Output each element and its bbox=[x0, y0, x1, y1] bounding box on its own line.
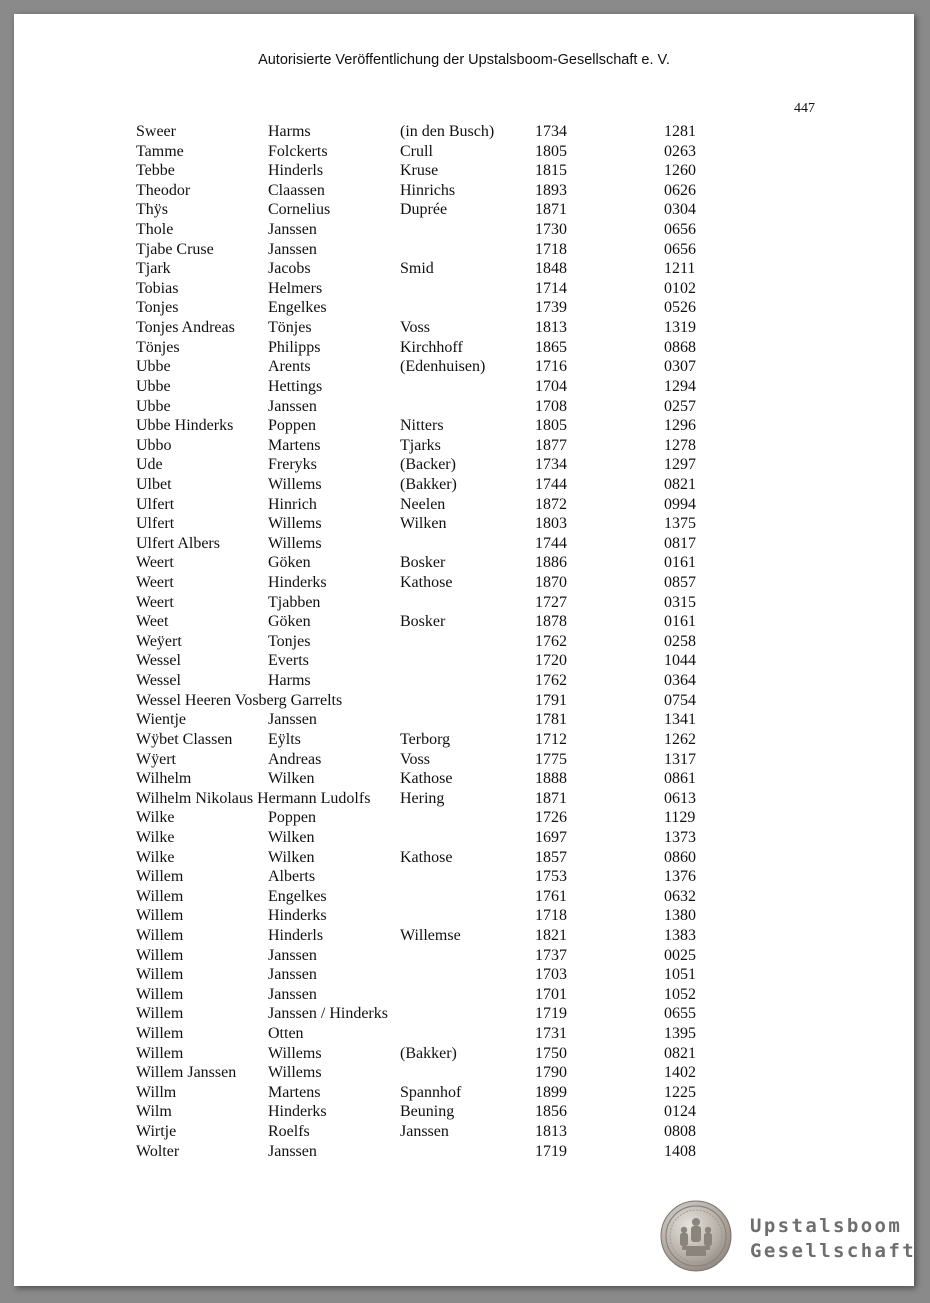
brand-line-2: Gesellschaft bbox=[750, 1240, 917, 1262]
cell-num: 0307 bbox=[664, 358, 696, 376]
cell-last: Harms bbox=[268, 672, 311, 690]
cell-first: Willem bbox=[136, 868, 184, 886]
list-row bbox=[136, 887, 756, 907]
cell-year: 1731 bbox=[535, 1025, 567, 1043]
list-row bbox=[136, 200, 756, 220]
name-list bbox=[136, 122, 756, 1161]
cell-extra: (Backer) bbox=[400, 456, 456, 474]
cell-num: 1044 bbox=[664, 652, 696, 670]
cell-last: Poppen bbox=[268, 417, 316, 435]
cell-num: 1281 bbox=[664, 123, 696, 140]
cell-num: 1294 bbox=[664, 377, 696, 395]
cell-first: Wilm bbox=[136, 1103, 172, 1121]
cell-year: 1719 bbox=[535, 1142, 567, 1160]
cell-last: Everts bbox=[268, 652, 309, 670]
cell-last: Eÿlts bbox=[268, 730, 301, 748]
cell-first: Willem bbox=[136, 1005, 184, 1023]
cell-first: Tjabe Cruse bbox=[136, 240, 214, 258]
cell-year: 1750 bbox=[535, 1044, 567, 1062]
cell-num: 0656 bbox=[664, 221, 696, 239]
cell-first: Wessel Heeren Vosberg Garrelts bbox=[136, 691, 343, 709]
cell-first: Wÿert bbox=[136, 750, 176, 768]
cell-year: 1857 bbox=[535, 848, 567, 866]
list-row bbox=[136, 828, 756, 848]
list-row bbox=[136, 436, 756, 456]
cell-num: 1296 bbox=[664, 417, 696, 435]
cell-year: 1734 bbox=[535, 123, 567, 140]
cell-num: 0263 bbox=[664, 142, 696, 160]
cell-first: Willem bbox=[136, 985, 184, 1003]
cell-last: Hinrich bbox=[268, 495, 317, 513]
list-row bbox=[136, 985, 756, 1005]
cell-num: 0626 bbox=[664, 181, 696, 199]
cell-last: Jacobs bbox=[268, 260, 311, 278]
cell-first: Willem bbox=[136, 966, 184, 984]
cell-year: 1805 bbox=[535, 417, 567, 435]
list-row bbox=[136, 750, 756, 770]
cell-extra: Smid bbox=[400, 260, 434, 278]
cell-extra: Crull bbox=[400, 142, 433, 160]
cell-first: Thÿs bbox=[136, 201, 168, 219]
cell-num: 1051 bbox=[664, 966, 696, 984]
cell-year: 1708 bbox=[535, 397, 567, 415]
cell-year: 1714 bbox=[535, 279, 567, 297]
cell-first: Willem bbox=[136, 1044, 184, 1062]
cell-last: Janssen bbox=[268, 221, 317, 239]
cell-first: Ubbe bbox=[136, 358, 171, 376]
list-row bbox=[136, 1004, 756, 1024]
cell-first: Tjark bbox=[136, 260, 171, 278]
cell-num: 0857 bbox=[664, 574, 696, 592]
cell-first: Sweer bbox=[136, 123, 176, 140]
cell-first: Weet bbox=[136, 613, 169, 631]
cell-last: Tonjes bbox=[268, 632, 311, 650]
cell-extra: (in den Busch) bbox=[400, 123, 495, 140]
list-row bbox=[136, 495, 756, 515]
cell-first: Willem bbox=[136, 926, 184, 944]
list-row bbox=[136, 906, 756, 926]
cell-year: 1762 bbox=[535, 672, 567, 690]
cell-last: Hinderls bbox=[268, 926, 324, 944]
cell-year: 1762 bbox=[535, 632, 567, 650]
cell-num: 1380 bbox=[664, 907, 696, 925]
list-row bbox=[136, 357, 756, 377]
cell-num: 1373 bbox=[664, 828, 696, 846]
cell-year: 1871 bbox=[535, 201, 567, 219]
list-row bbox=[136, 867, 756, 887]
cell-year: 1712 bbox=[535, 730, 567, 748]
cell-extra: Kathose bbox=[400, 574, 453, 592]
cell-num: 1341 bbox=[664, 711, 696, 729]
list-row bbox=[136, 769, 756, 789]
cell-last: Claassen bbox=[268, 181, 325, 199]
cell-extra: Janssen bbox=[400, 1123, 449, 1141]
cell-num: 0632 bbox=[664, 887, 696, 905]
list-row bbox=[136, 573, 756, 593]
cell-year: 1870 bbox=[535, 574, 567, 592]
list-row bbox=[136, 181, 756, 201]
cell-last: Janssen bbox=[268, 711, 317, 729]
cell-num: 1317 bbox=[664, 750, 696, 768]
cell-last: Martens bbox=[268, 436, 321, 454]
cell-first: Wilke bbox=[136, 809, 175, 827]
list-row bbox=[136, 848, 756, 868]
cell-num: 0817 bbox=[664, 534, 696, 552]
cell-year: 1727 bbox=[535, 593, 567, 611]
cell-year: 1726 bbox=[535, 809, 567, 827]
list-row bbox=[136, 298, 756, 318]
cell-num: 0754 bbox=[664, 691, 696, 709]
cell-last: Martens bbox=[268, 1083, 321, 1101]
cell-last: Folckerts bbox=[268, 142, 328, 160]
cell-first: Wÿbet Classen bbox=[136, 730, 233, 748]
cell-first: Thole bbox=[136, 221, 174, 239]
cell-last: Hettings bbox=[268, 377, 323, 395]
cell-num: 0315 bbox=[664, 593, 696, 611]
cell-first: Willem bbox=[136, 1025, 184, 1043]
cell-num: 1395 bbox=[664, 1025, 696, 1043]
cell-year: 1821 bbox=[535, 926, 567, 944]
cell-last: Andreas bbox=[268, 750, 322, 768]
cell-extra: Duprée bbox=[400, 201, 448, 219]
cell-year: 1790 bbox=[535, 1064, 567, 1082]
cell-last: Hinderks bbox=[268, 1103, 327, 1121]
cell-last: Philipps bbox=[268, 338, 321, 356]
list-row bbox=[136, 161, 756, 181]
cell-last: Wilken bbox=[268, 828, 315, 846]
cell-first: Tebbe bbox=[136, 162, 175, 180]
cell-first: Wessel bbox=[136, 672, 181, 690]
cell-first: Weert bbox=[136, 593, 174, 611]
list-row bbox=[136, 946, 756, 966]
cell-year: 1899 bbox=[535, 1083, 567, 1101]
cell-first: Wilke bbox=[136, 828, 175, 846]
cell-num: 0124 bbox=[664, 1103, 696, 1121]
cell-num: 1260 bbox=[664, 162, 696, 180]
cell-year: 1813 bbox=[535, 1123, 567, 1141]
cell-last: Engelkes bbox=[268, 887, 327, 905]
cell-extra: Bosker bbox=[400, 613, 446, 631]
list-row bbox=[136, 416, 756, 436]
cell-last: Janssen bbox=[268, 397, 317, 415]
cell-num: 0655 bbox=[664, 1005, 696, 1023]
cell-year: 1871 bbox=[535, 789, 567, 807]
cell-num: 0861 bbox=[664, 770, 696, 788]
cell-num: 1297 bbox=[664, 456, 696, 474]
cell-last: Helmers bbox=[268, 279, 323, 297]
cell-extra: Willemse bbox=[400, 926, 461, 944]
cell-num: 1402 bbox=[664, 1064, 696, 1082]
cell-last: Hinderks bbox=[268, 907, 327, 925]
cell-year: 1744 bbox=[535, 475, 567, 493]
cell-num: 0102 bbox=[664, 279, 696, 297]
list-row bbox=[136, 671, 756, 691]
cell-first: Willem bbox=[136, 946, 184, 964]
list-row bbox=[136, 259, 756, 279]
page-number: 447 bbox=[794, 101, 815, 116]
cell-num: 1225 bbox=[664, 1083, 696, 1101]
list-row bbox=[136, 1122, 756, 1142]
cell-last: Janssen bbox=[268, 985, 317, 1003]
cell-extra: Kirchhoff bbox=[400, 338, 463, 356]
cell-first: Tonjes Andreas bbox=[136, 319, 235, 337]
list-row bbox=[136, 808, 756, 828]
cell-last: Willems bbox=[268, 1064, 322, 1082]
cell-year: 1704 bbox=[535, 377, 567, 395]
cell-first: Ulfert bbox=[136, 515, 175, 533]
cell-last: Cornelius bbox=[268, 201, 331, 219]
cell-num: 0868 bbox=[664, 338, 696, 356]
cell-num: 0025 bbox=[664, 946, 696, 964]
cell-year: 1856 bbox=[535, 1103, 567, 1121]
list-row bbox=[136, 1083, 756, 1103]
cell-extra: Voss bbox=[400, 319, 430, 337]
cell-first: Ulbet bbox=[136, 475, 172, 493]
list-row bbox=[136, 455, 756, 475]
list-row bbox=[136, 1102, 756, 1122]
cell-year: 1761 bbox=[535, 887, 567, 905]
cell-year: 1781 bbox=[535, 711, 567, 729]
cell-first: Wessel bbox=[136, 652, 181, 670]
cell-first: Ubbo bbox=[136, 436, 172, 454]
list-row bbox=[136, 691, 756, 711]
cell-year: 1734 bbox=[535, 456, 567, 474]
cell-extra: Kruse bbox=[400, 162, 439, 180]
cell-year: 1886 bbox=[535, 554, 567, 572]
cell-extra: Hinrichs bbox=[400, 181, 456, 199]
page-header: Autorisierte Veröffentlichung der Upstalsboom-Gesellschaft e. V. bbox=[258, 52, 670, 68]
cell-num: 1262 bbox=[664, 730, 696, 748]
cell-first: Tobias bbox=[136, 279, 179, 297]
cell-extra: Bosker bbox=[400, 554, 446, 572]
cell-num: 0258 bbox=[664, 632, 696, 650]
cell-year: 1718 bbox=[535, 907, 567, 925]
cell-last: Hinderks bbox=[268, 574, 327, 592]
cell-first: Theodor bbox=[136, 181, 191, 199]
cell-year: 1716 bbox=[535, 358, 567, 376]
cell-last: Wilken bbox=[268, 848, 315, 866]
cell-first: Ubbe bbox=[136, 397, 171, 415]
cell-extra: Spannhof bbox=[400, 1083, 462, 1101]
list-row bbox=[136, 122, 756, 142]
cell-last: Freryks bbox=[268, 456, 317, 474]
cell-num: 0161 bbox=[664, 554, 696, 572]
cell-extra: Voss bbox=[400, 750, 430, 768]
cell-year: 1753 bbox=[535, 868, 567, 886]
cell-last: Hinderls bbox=[268, 162, 324, 180]
cell-year: 1872 bbox=[535, 495, 567, 513]
cell-first: Tonjes bbox=[136, 299, 179, 317]
cell-last: Janssen bbox=[268, 1142, 317, 1160]
cell-last: Harms bbox=[268, 123, 311, 140]
cell-extra: Nitters bbox=[400, 417, 444, 435]
cell-year: 1888 bbox=[535, 770, 567, 788]
cell-num: 0257 bbox=[664, 397, 696, 415]
cell-year: 1877 bbox=[535, 436, 567, 454]
cell-first: Ude bbox=[136, 456, 163, 474]
cell-year: 1718 bbox=[535, 240, 567, 258]
cell-first: Willem Janssen bbox=[136, 1064, 237, 1082]
cell-year: 1813 bbox=[535, 319, 567, 337]
cell-num: 1319 bbox=[664, 319, 696, 337]
cell-last: Otten bbox=[268, 1025, 304, 1043]
cell-first: Ulfert Albers bbox=[136, 534, 220, 552]
cell-first: Tamme bbox=[136, 142, 184, 160]
cell-year: 1720 bbox=[535, 652, 567, 670]
cell-last: Wilken bbox=[268, 770, 315, 788]
list-row bbox=[136, 534, 756, 554]
cell-last: Engelkes bbox=[268, 299, 327, 317]
cell-num: 1211 bbox=[664, 260, 696, 278]
list-row bbox=[136, 142, 756, 162]
cell-last: Janssen bbox=[268, 240, 317, 258]
cell-year: 1848 bbox=[535, 260, 567, 278]
cell-extra: Wilken bbox=[400, 515, 447, 533]
cell-last: Willems bbox=[268, 534, 322, 552]
cell-year: 1805 bbox=[535, 142, 567, 160]
cell-num: 0364 bbox=[664, 672, 696, 690]
cell-num: 1129 bbox=[664, 809, 696, 827]
cell-num: 0526 bbox=[664, 299, 696, 317]
list-row bbox=[136, 279, 756, 299]
cell-first: Wientje bbox=[136, 711, 186, 729]
cell-last: Göken bbox=[268, 554, 311, 572]
cell-year: 1791 bbox=[535, 691, 567, 709]
list-row bbox=[136, 338, 756, 358]
cell-extra: Terborg bbox=[400, 730, 451, 748]
cell-num: 0821 bbox=[664, 1044, 696, 1062]
list-row bbox=[136, 514, 756, 534]
list-row bbox=[136, 240, 756, 260]
cell-num: 0994 bbox=[664, 495, 696, 513]
cell-num: 0821 bbox=[664, 475, 696, 493]
cell-first: Tönjes bbox=[136, 338, 180, 356]
cell-year: 1701 bbox=[535, 985, 567, 1003]
cell-num: 1278 bbox=[664, 436, 696, 454]
cell-last: Tönjes bbox=[268, 319, 312, 337]
cell-extra: (Edenhuisen) bbox=[400, 358, 486, 376]
brand-line-1: Upstalsboom bbox=[750, 1215, 903, 1237]
cell-num: 0808 bbox=[664, 1123, 696, 1141]
cell-last: Willems bbox=[268, 1044, 322, 1062]
cell-first: Weert bbox=[136, 554, 174, 572]
cell-num: 1408 bbox=[664, 1142, 696, 1160]
cell-extra: (Bakker) bbox=[400, 1044, 457, 1062]
cell-first: Weert bbox=[136, 574, 174, 592]
cell-year: 1737 bbox=[535, 946, 567, 964]
list-row bbox=[136, 730, 756, 750]
cell-num: 0613 bbox=[664, 789, 696, 807]
cell-last: Janssen bbox=[268, 946, 317, 964]
cell-year: 1815 bbox=[535, 162, 567, 180]
cell-year: 1730 bbox=[535, 221, 567, 239]
cell-last: Willems bbox=[268, 515, 322, 533]
cell-last: Janssen bbox=[268, 966, 317, 984]
list-row bbox=[136, 651, 756, 671]
list-row bbox=[136, 553, 756, 573]
cell-year: 1703 bbox=[535, 966, 567, 984]
cell-num: 0860 bbox=[664, 848, 696, 866]
list-row bbox=[136, 710, 756, 730]
cell-year: 1775 bbox=[535, 750, 567, 768]
cell-last: Roelfs bbox=[268, 1123, 310, 1141]
cell-year: 1878 bbox=[535, 613, 567, 631]
cell-last: Janssen / Hinderks bbox=[268, 1005, 388, 1023]
cell-num: 1375 bbox=[664, 515, 696, 533]
list-row bbox=[136, 1063, 756, 1083]
cell-first: Ubbe Hinderks bbox=[136, 417, 234, 435]
cell-last: Göken bbox=[268, 613, 311, 631]
cell-extra: Neelen bbox=[400, 495, 446, 513]
cell-num: 0656 bbox=[664, 240, 696, 258]
list-row bbox=[136, 632, 756, 652]
list-row bbox=[136, 1142, 756, 1162]
list-row bbox=[136, 612, 756, 632]
cell-first: Wilke bbox=[136, 848, 175, 866]
cell-year: 1739 bbox=[535, 299, 567, 317]
cell-num: 0161 bbox=[664, 613, 696, 631]
cell-first: Willem bbox=[136, 907, 184, 925]
cell-first: Willem bbox=[136, 887, 184, 905]
document-page bbox=[14, 14, 917, 1286]
cell-first: Wirtje bbox=[136, 1123, 177, 1141]
list-row bbox=[136, 965, 756, 985]
list-row bbox=[136, 1024, 756, 1044]
list-row bbox=[136, 789, 756, 809]
cell-extra: Kathose bbox=[400, 848, 453, 866]
cell-year: 1744 bbox=[535, 534, 567, 552]
list-row bbox=[136, 220, 756, 240]
cell-first: Ulfert bbox=[136, 495, 175, 513]
cell-num: 0304 bbox=[664, 201, 696, 219]
cell-last: Alberts bbox=[268, 868, 316, 886]
brand-logo bbox=[750, 1214, 916, 1264]
seal-icon bbox=[660, 1200, 732, 1272]
cell-year: 1803 bbox=[535, 515, 567, 533]
list-row bbox=[136, 397, 756, 417]
cell-first: Wolter bbox=[136, 1142, 180, 1160]
cell-first: Wilhelm Nikolaus Hermann Ludolfs bbox=[136, 789, 371, 807]
list-row bbox=[136, 475, 756, 495]
cell-last: Willems bbox=[268, 475, 322, 493]
cell-num: 1052 bbox=[664, 985, 696, 1003]
list-row bbox=[136, 318, 756, 338]
cell-first: Wilhelm bbox=[136, 770, 192, 788]
cell-extra: Tjarks bbox=[400, 436, 441, 454]
cell-year: 1893 bbox=[535, 181, 567, 199]
cell-year: 1719 bbox=[535, 1005, 567, 1023]
cell-extra: Beuning bbox=[400, 1103, 455, 1121]
cell-year: 1697 bbox=[535, 828, 567, 846]
cell-first: Ubbe bbox=[136, 377, 171, 395]
cell-num: 1383 bbox=[664, 926, 696, 944]
cell-first: Willm bbox=[136, 1083, 177, 1101]
cell-extra: (Bakker) bbox=[400, 475, 457, 493]
cell-extra: Hering bbox=[400, 789, 445, 807]
list-row bbox=[136, 1044, 756, 1064]
cell-first: Weÿert bbox=[136, 632, 182, 650]
list-row bbox=[136, 593, 756, 613]
list-row bbox=[136, 926, 756, 946]
cell-num: 1376 bbox=[664, 868, 696, 886]
cell-extra: Kathose bbox=[400, 770, 453, 788]
cell-last: Tjabben bbox=[268, 593, 321, 611]
cell-last: Arents bbox=[268, 358, 311, 376]
list-row bbox=[136, 377, 756, 397]
cell-year: 1865 bbox=[535, 338, 567, 356]
cell-last: Poppen bbox=[268, 809, 316, 827]
